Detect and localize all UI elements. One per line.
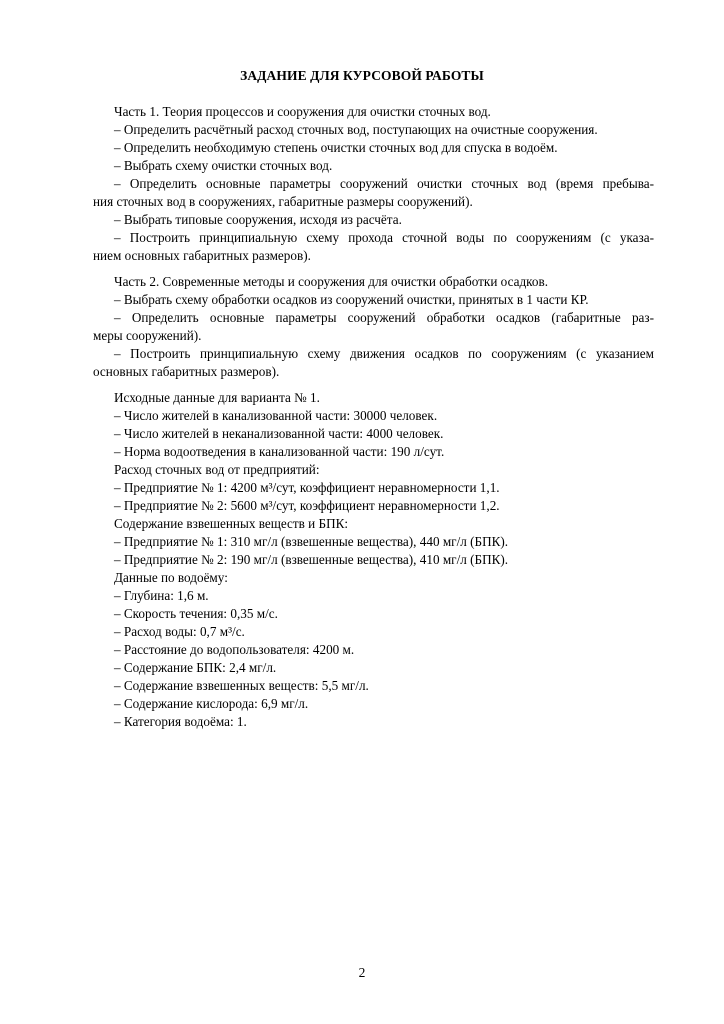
- source-data-line: – Расход воды: 0,7 м³/с.: [114, 624, 245, 639]
- source-data-line: – Скорость течения: 0,35 м/с.: [114, 606, 278, 621]
- source-data-line: – Предприятие № 1: 310 мг/л (взвешенные вещества), 440 мг/л (БПК).: [114, 534, 509, 549]
- source-data-line: – Глубина: 1,6 м.: [114, 588, 209, 603]
- source-data-line: – Норма водоотведения в канализованной части: 190 л/сут.: [114, 444, 445, 459]
- source-data-section: [93, 389, 654, 731]
- part2-item: – Определить основные параметры сооружений обработки осадков (габаритные раз-: [114, 310, 654, 325]
- part1-heading: Часть 1. Теория процессов и сооружения для очистки сточных вод.: [114, 104, 491, 119]
- part1-section: [93, 103, 654, 265]
- part2-item-continuation: основных габаритных размеров).: [93, 364, 280, 379]
- part1-item-continuation: ния сточных вод в сооружениях, габаритные размеры сооружений).: [93, 194, 473, 209]
- source-data-line: – Содержание кислорода: 6,9 мг/л.: [114, 696, 309, 711]
- source-data-line: Содержание взвешенных веществ и БПК:: [114, 516, 349, 531]
- part2-item: – Выбрать схему обработки осадков из сооружений очистки, принятых в 1 части КР.: [114, 292, 589, 307]
- source-data-line: – Предприятие № 1: 4200 м³/сут, коэффициент неравномерности 1,1.: [114, 480, 500, 495]
- source-data-line: – Категория водоёма: 1.: [114, 714, 247, 729]
- part2-item-continuation: меры сооружений).: [93, 328, 202, 343]
- source-data-line: Данные по водоёму:: [114, 570, 228, 585]
- source-data-line: – Число жителей в канализованной части: 30000 человек.: [114, 408, 438, 423]
- part1-item: – Выбрать типовые сооружения, исходя из расчёта.: [114, 212, 402, 227]
- source-data-line: – Число жителей в неканализованной части: 4000 человек.: [114, 426, 444, 441]
- part1-item: – Построить принципиальную схему прохода сточной воды по сооружениям (с указа-: [114, 230, 654, 245]
- part2-heading: Часть 2. Современные методы и сооружения для очистки обработки осадков.: [114, 274, 549, 289]
- part1-item: – Определить основные параметры сооружений очистки сточных вод (время пребыва-: [114, 176, 654, 191]
- part1-item-continuation: нием основных габаритных размеров).: [93, 248, 311, 263]
- source-data-line: – Предприятие № 2: 190 мг/л (взвешенные вещества), 410 мг/л (БПК).: [114, 552, 509, 567]
- part1-item: – Выбрать схему очистки сточных вод.: [114, 158, 333, 173]
- page-number: 2: [358, 965, 366, 980]
- source-data-line: Расход сточных вод от предприятий:: [114, 462, 320, 477]
- source-data-line: – Содержание БПК: 2,4 мг/л.: [114, 660, 277, 675]
- document-title: ЗАДАНИЕ ДЛЯ КУРСОВОЙ РАБОТЫ: [240, 68, 484, 83]
- part2-item: – Построить принципиальную схему движения осадков по сооружениям (с указанием: [114, 346, 654, 361]
- part2-section: [93, 273, 654, 381]
- part1-item: – Определить необходимую степень очистки сточных вод для спуска в водоём.: [114, 140, 558, 155]
- source-data-line: – Предприятие № 2: 5600 м³/сут, коэффициент неравномерности 1,2.: [114, 498, 500, 513]
- source-data-line: – Расстояние до водопользователя: 4200 м.: [114, 642, 355, 657]
- source-data-line: – Содержание взвешенных веществ: 5,5 мг/л.: [114, 678, 369, 693]
- part1-item: – Определить расчётный расход сточных вод, поступающих на очистные сооружения.: [114, 122, 598, 137]
- source-data-heading: Исходные данные для варианта № 1.: [114, 390, 320, 405]
